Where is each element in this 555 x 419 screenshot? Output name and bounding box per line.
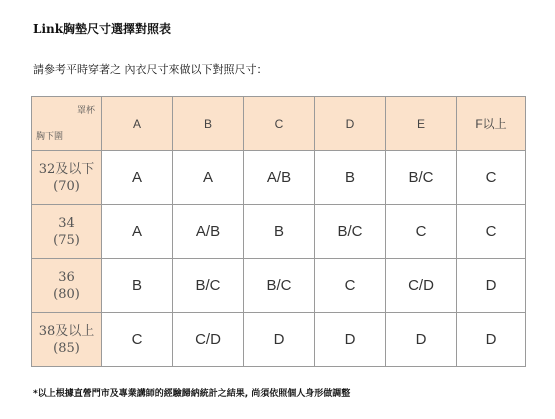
table-cell: D <box>457 259 526 313</box>
cup-header: F以上 <box>457 97 526 151</box>
table-cell: C/D <box>173 313 244 367</box>
cup-header: D <box>315 97 386 151</box>
table-cell: A <box>102 205 173 259</box>
table-row <box>32 205 526 259</box>
table-cell: C/D <box>386 259 457 313</box>
table-cell: C <box>457 205 526 259</box>
table-cell: B <box>315 151 386 205</box>
table-cell: C <box>386 205 457 259</box>
table-cell: C <box>102 313 173 367</box>
band-header <box>32 151 102 205</box>
band-size: 34 <box>58 215 75 231</box>
band-cm: (85) <box>53 340 80 356</box>
table-cell: B/C <box>315 205 386 259</box>
table-cell: D <box>457 313 526 367</box>
band-size: 32及以下 <box>38 161 95 177</box>
band-cm: (75) <box>53 232 80 248</box>
band-size: 38及以上 <box>38 323 95 339</box>
size-chart-table <box>31 96 526 367</box>
band-header <box>32 259 102 313</box>
table-row <box>32 313 526 367</box>
table-cell: B/C <box>386 151 457 205</box>
table-row <box>32 151 526 205</box>
table-cell: D <box>315 313 386 367</box>
cup-header: C <box>244 97 315 151</box>
instruction-text: 請參考平時穿著之 內衣尺寸來做以下對照尺寸： <box>33 63 268 76</box>
table-cell: B <box>244 205 315 259</box>
table-cell: B/C <box>244 259 315 313</box>
table-cell: A/B <box>173 205 244 259</box>
cup-header: E <box>386 97 457 151</box>
footnote: *以上根據直營門市及專業講師的經驗歸納統計之結果, 尚須依照個人身形做調整 <box>33 389 351 399</box>
band-cm: (80) <box>53 286 80 302</box>
table-cell: A <box>173 151 244 205</box>
table-cell: A <box>102 151 173 205</box>
table-cell: B/C <box>173 259 244 313</box>
table-cell: B <box>102 259 173 313</box>
table-row <box>32 259 526 313</box>
band-cm: (70) <box>53 178 80 194</box>
underbust-axis-label: 胸下圍 <box>36 131 64 141</box>
table-cell: C <box>315 259 386 313</box>
header-row <box>32 97 526 151</box>
table-cell: C <box>457 151 526 205</box>
corner-cell <box>32 97 102 151</box>
band-header <box>32 205 102 259</box>
band-header <box>32 313 102 367</box>
table-cell: D <box>386 313 457 367</box>
cup-header: A <box>102 97 173 151</box>
table-cell: D <box>244 313 315 367</box>
cup-header: B <box>173 97 244 151</box>
page-title: Link胸墊尺寸選擇對照表 <box>33 22 172 36</box>
cup-axis-label: 罩杯 <box>76 105 95 115</box>
table-cell: A/B <box>244 151 315 205</box>
band-size: 36 <box>58 269 75 285</box>
